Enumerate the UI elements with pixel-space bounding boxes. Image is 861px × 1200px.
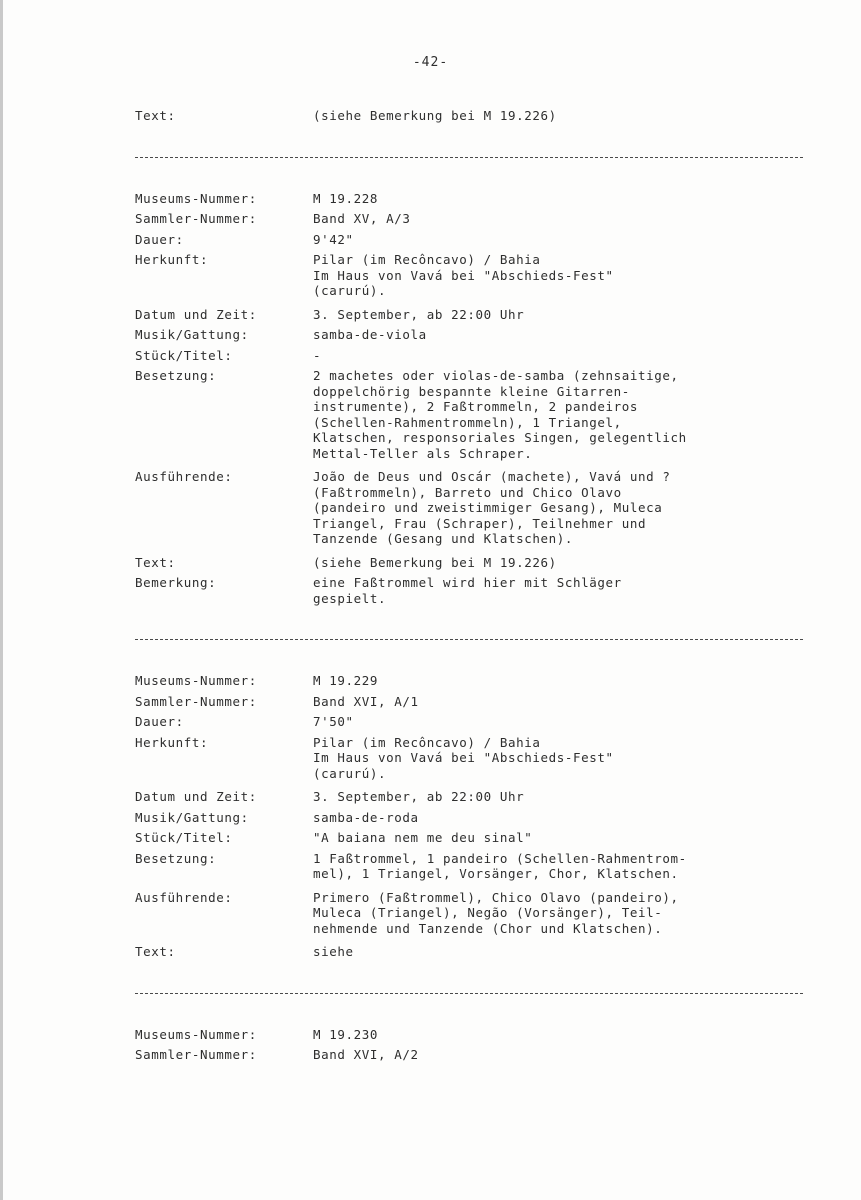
field-text <box>135 555 815 571</box>
separator-line <box>135 993 803 994</box>
field-sammler-nummer <box>135 694 815 710</box>
field-value: siehe <box>313 944 354 959</box>
field-label: Text: <box>135 944 176 959</box>
field-value: Primero (Faßtrommel), Chico Olavo (pandeiro), Muleca (Triangel), Negão (Vorsänger), Teil- nehmende und Tanzende (Chor und Klatschen). <box>313 889 679 936</box>
field-ausfuehrende <box>135 890 815 937</box>
field-label: Museums-Nummer: <box>135 190 257 206</box>
field-value: 9'42" <box>313 231 354 247</box>
field-label: Dauer: <box>135 714 184 729</box>
field-value: samba-de-roda <box>313 809 419 825</box>
field-label: Datum und Zeit: <box>135 306 257 322</box>
field-value: samba-de-viola <box>313 327 427 342</box>
field-label: Stück/Titel: <box>135 347 233 363</box>
field-label: Sammler-Nummer: <box>135 693 257 709</box>
field-label: Museums-Nummer: <box>135 1026 257 1042</box>
field-value: Band XV, A/3 <box>313 211 411 226</box>
field-dauer <box>135 714 815 730</box>
field-value: (siehe Bemerkung bei M 19.226) <box>313 108 557 123</box>
field-label: Dauer: <box>135 231 184 247</box>
field-label: Museums-Nummer: <box>135 673 257 688</box>
field-value: 7'50" <box>313 714 354 729</box>
field-value: Band XVI, A/1 <box>313 693 419 709</box>
separator-line <box>135 639 803 640</box>
field-label: Bemerkung: <box>135 575 217 590</box>
separator-line <box>135 157 803 158</box>
field-value: 2 machetes oder violas-de-samba (zehnsaitige, doppelchörig bespannte kleine Gitarren- instrumente), 2 Faßtrommeln, 2 pandeiros (Schellen-Rahmentrommeln), 1 Triangel, Klatschen, responsoriales Singen, gelegentlich Mettal-Teller als Schraper. <box>313 368 687 461</box>
field-label: Musik/Gattung: <box>135 809 249 825</box>
catalog-entry <box>135 673 815 960</box>
field-label: Datum und Zeit: <box>135 789 257 804</box>
field-label: Text: <box>135 108 176 123</box>
catalog-entry <box>135 1027 815 1063</box>
field-besetzung <box>135 851 815 882</box>
field-herkunft <box>135 252 815 299</box>
field-value: "A baiana nem me deu sinal" <box>313 830 533 845</box>
field-value: Band XVI, A/2 <box>313 1047 419 1062</box>
intro-text-row <box>135 108 815 124</box>
field-museums-nummer <box>135 673 815 689</box>
field-label: Ausführende: <box>135 889 233 905</box>
field-musik-gattung <box>135 327 815 343</box>
field-label: Sammler-Nummer: <box>135 211 257 226</box>
field-herkunft <box>135 735 815 782</box>
field-museums-nummer <box>135 191 815 207</box>
field-label: Besetzung: <box>135 850 217 866</box>
field-value: M 19.230 <box>313 1026 379 1042</box>
field-value: Pilar (im Recôncavo) / Bahia Im Haus von Vavá bei "Abschieds-Fest" (carurú). <box>313 252 614 298</box>
field-besetzung <box>135 368 815 461</box>
field-stueck-titel <box>135 348 815 364</box>
field-stueck-titel <box>135 830 815 846</box>
field-value: João de Deus und Oscár (machete), Vavá und ? (Faßtrommeln), Barreto und Chico Olavo (pandeiro und zweistimmiger Gesang), Muleca Triangel, Frau (Schraper), Teilnehmer und Tanzende (Gesang und Klatschen). <box>313 469 671 546</box>
field-label: Sammler-Nummer: <box>135 1047 257 1062</box>
field-museums-nummer <box>135 1027 815 1043</box>
field-value: M 19.228 <box>313 190 379 206</box>
field-value: 1 Faßtrommel, 1 pandeiro (Schellen-Rahmentrom- mel), 1 Triangel, Vorsänger, Chor, Klatschen. <box>313 850 687 881</box>
field-label: Ausführende: <box>135 469 233 484</box>
field-value: M 19.229 <box>313 673 379 688</box>
field-datum-und-zeit <box>135 789 815 805</box>
field-sammler-nummer <box>135 211 815 227</box>
field-text <box>135 944 815 960</box>
field-dauer <box>135 232 815 248</box>
field-musik-gattung <box>135 810 815 826</box>
field-value: (siehe Bemerkung bei M 19.226) <box>313 554 557 570</box>
field-value: 3. September, ab 22:00 Uhr <box>313 789 525 804</box>
field-value: Pilar (im Recôncavo) / Bahia Im Haus von Vavá bei "Abschieds-Fest" (carurú). <box>313 734 614 781</box>
field-value: 3. September, ab 22:00 Uhr <box>313 306 525 322</box>
catalog-content <box>135 108 815 1068</box>
field-label: Herkunft: <box>135 734 209 750</box>
catalog-entry <box>135 191 815 607</box>
field-label: Text: <box>135 554 176 570</box>
field-bemerkung <box>135 575 815 606</box>
field-label: Musik/Gattung: <box>135 327 249 342</box>
field-ausfuehrende <box>135 469 815 547</box>
field-datum-und-zeit <box>135 307 815 323</box>
field-value: - <box>313 347 322 363</box>
field-label: Stück/Titel: <box>135 830 233 845</box>
page-number: -42- <box>412 55 449 70</box>
field-sammler-nummer <box>135 1047 815 1063</box>
page-edge <box>0 0 3 1200</box>
field-label: Besetzung: <box>135 368 217 383</box>
field-value: eine Faßtrommel wird hier mit Schläger gespielt. <box>313 575 622 606</box>
field-label: Herkunft: <box>135 252 209 267</box>
